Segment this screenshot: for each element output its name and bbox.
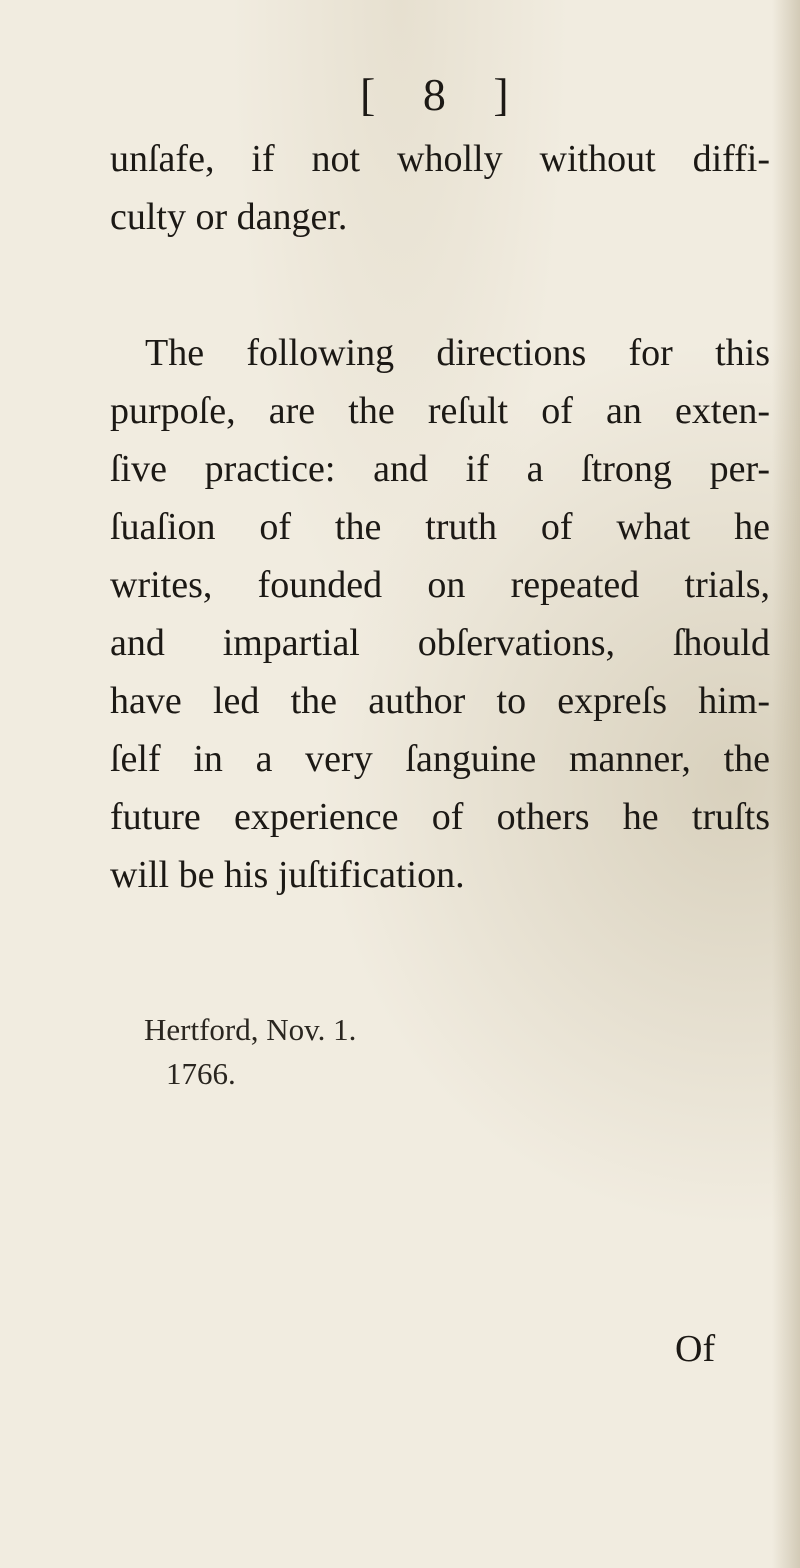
- paragraph-2-line: ſuaſion of the truth of what he: [110, 506, 770, 548]
- paragraph-1-line: culty or danger.: [110, 196, 348, 238]
- paragraph-2-line: ſelf in a very ſanguine manner, the: [110, 738, 770, 780]
- catchword: Of: [675, 1328, 716, 1370]
- page-number: [ 8 ]: [360, 69, 527, 120]
- paragraph-2-line: will be his juſtification.: [110, 854, 465, 896]
- paragraph-2-line: writes, founded on repeated trials,: [110, 564, 770, 606]
- page-edge-shadow: [772, 0, 800, 1568]
- paragraph-2-line: future experience of others he truſts: [110, 796, 770, 838]
- paragraph-2-line: have led the author to expreſs him-: [110, 680, 770, 722]
- paragraph-2-line: The following directions for this: [145, 332, 770, 374]
- signature-block: [144, 1008, 356, 1096]
- paragraph-2-line: and impartial obſervations, ſhould: [110, 622, 770, 664]
- signature-place: Hertford, Nov. 1.: [144, 1012, 357, 1047]
- paragraph-2-line: purpoſe, are the reſult of an exten-: [110, 390, 770, 432]
- paragraph-gap: [110, 246, 770, 324]
- paragraph-2-line: ſive practice: and if a ſtrong per-: [110, 448, 770, 490]
- body-text: [110, 130, 770, 904]
- signature-year: 1766.: [166, 1056, 236, 1091]
- paragraph-1-line: unſafe, if not wholly without diffi-: [110, 138, 770, 180]
